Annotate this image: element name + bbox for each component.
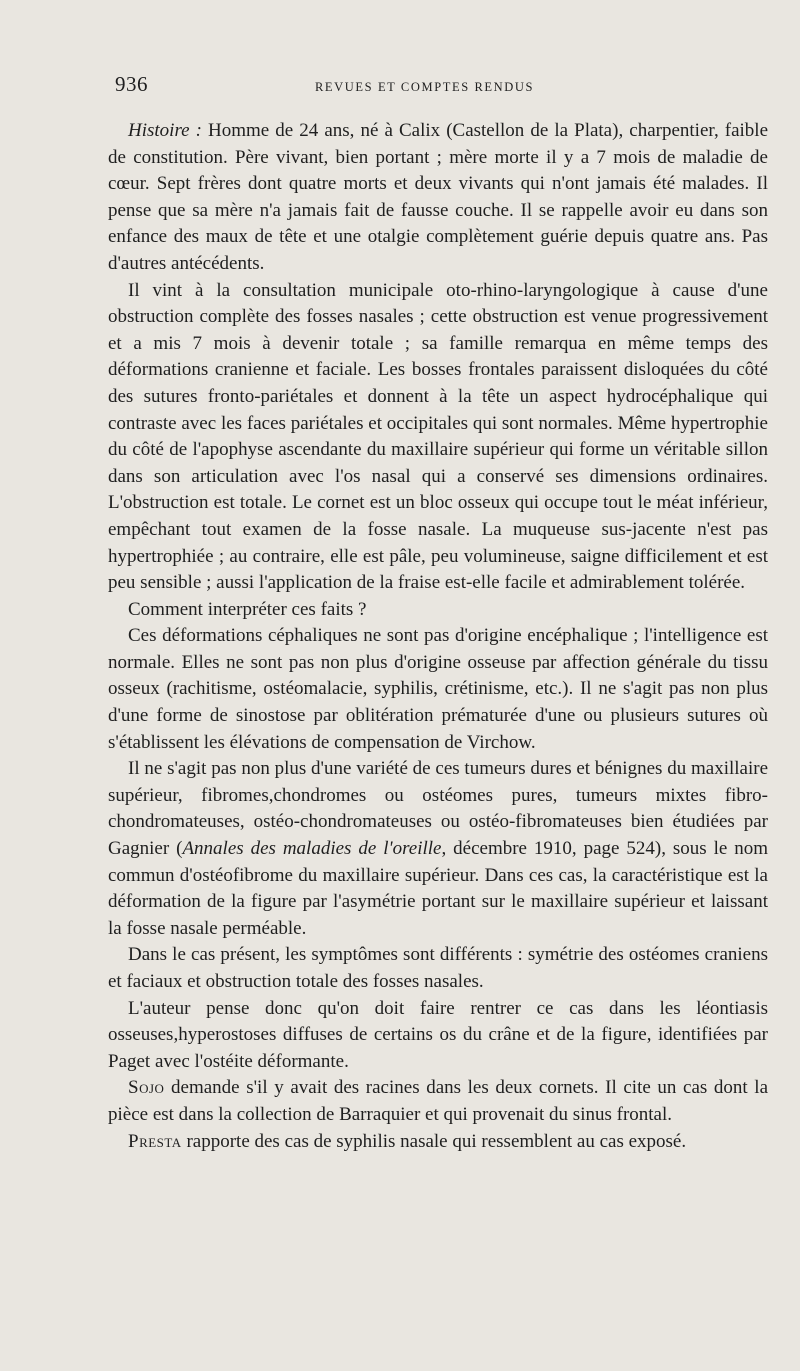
paragraph-consultation: Il vint à la consultation municipale oto-rhino-laryngologique à cause d'une obstruction complète des fosses nasales ; cette obstruction est venue progressivement et a mis 7 mois à devenir totale ; sa famille remarqua en même temps des déformations cranienne et faciale. Les bosses frontales paraissent disloquées du côté des sutures fronto-pariétales et donnent à la tête un aspect hydrocéphalique qui contraste avec les faces pariétales et occipitales qui sont normales. Même hypertrophie du côté de l'apophyse ascendante du maxillaire supérieur qui forme un véritable sillon dans son articulation avec l'os nasal qui a conservé ses dimensions ordinaires. L'obstruction est totale. Le cornet est un bloc osseux qui occupe tout le méat inférieur, empêchant tout examen de la fosse nasale. La muqueuse sus-jacente n'est pas hypertrophiée ; au contraire, elle est pâle, peu volumineuse, saigne difficilement et est peu sensible ; aussi l'application de la fraise est-elle facile et admirablement tolérée. (108, 279, 768, 594)
page-header (115, 72, 775, 96)
journal-title: Annales des maladies de l'oreille (182, 838, 442, 860)
paragraph-histoire (108, 118, 768, 278)
paragraph-cas-present: Dans le cas présent, les symptômes sont différents : symétrie des ostéomes craniens et faciaux et obstruction totale des fosses nasales. (108, 944, 768, 992)
paragraph-sojo (108, 1075, 768, 1128)
paragraph-deformations: Ces déformations céphaliques ne sont pas d'origine encéphalique ; l'intelligence est normale. Elles ne sont pas non plus d'origine osseuse par affection générale du tissu osseux (rachitisme, ostéomalacie, syphilis, crétinisme, etc.). Il ne s'agit pas non plus d'une forme de sinostose par oblitération prématurée d'une ou plusieurs sutures où s'établissent les élévations de compensation de Virchow. (108, 625, 768, 753)
speaker-presta: Presta (128, 1130, 182, 1152)
tumeurs-text-a: Il ne s'agit pas non plus d'une variété de ces tumeurs dures et bénignes du maxillaire supérieur, fibromes,chondromes ou ostéomes pures, tumeurs mixtes fibro-chondromateuses, ostéo-chondromateuses ou ostéo-fibromateuses bien étudiées par Gagnier ( (108, 758, 768, 860)
speaker-sojo: Sojo (128, 1077, 165, 1099)
running-title: REVUES ET COMPTES RENDUS (315, 80, 535, 94)
paragraph-auteur: L'auteur pense donc qu'on doit faire rentrer ce cas dans les léontiasis osseuses,hyperostoses diffuses de certains os du crâne et de la figure, identifiées par Paget avec l'ostéite déformante. (108, 997, 768, 1072)
paragraph-tumeurs (108, 756, 768, 942)
page-number: 936 (115, 72, 148, 96)
paragraph-presta (108, 1129, 768, 1156)
paragraph-question: Comment interpréter ces faits ? (128, 598, 367, 620)
histoire-text: Homme de 24 ans, né à Calix (Castellon de la Plata), charpentier, faible de constitution. Père vivant, bien portant ; mère morte il y a 7 mois de maladie de cœur. Sept frères dont quatre morts et deux vivants qui n'ont jamais été malades. Il pense que sa mère n'a jamais fait de fausse couche. Il se rappelle avoir eu dans son enfance des maux de tête et une otalgie complètement guérie depuis quatre ans. Pas d'autres antécédents. (108, 120, 769, 274)
histoire-label: Histoire : (128, 120, 202, 141)
body-text (108, 118, 768, 1155)
sojo-text: demande s'il y avait des racines dans les deux cornets. Il cite un cas dont la pièce est dans la collection de Barraquier et qui provenait du sinus frontal. (108, 1077, 768, 1125)
tumeurs-text-b: , décembre 1910, page 524), sous le nom commun d'ostéofibrome du maxillaire supérieur. Dans ces cas, la caractéristique est la déformation de la figure par l'asymétrie portant sur le maxillaire supérieur et laissant la fosse nasale perméable. (108, 838, 769, 939)
presta-text: rapporte des cas de syphilis nasale qui ressemblent au cas exposé. (186, 1130, 687, 1152)
